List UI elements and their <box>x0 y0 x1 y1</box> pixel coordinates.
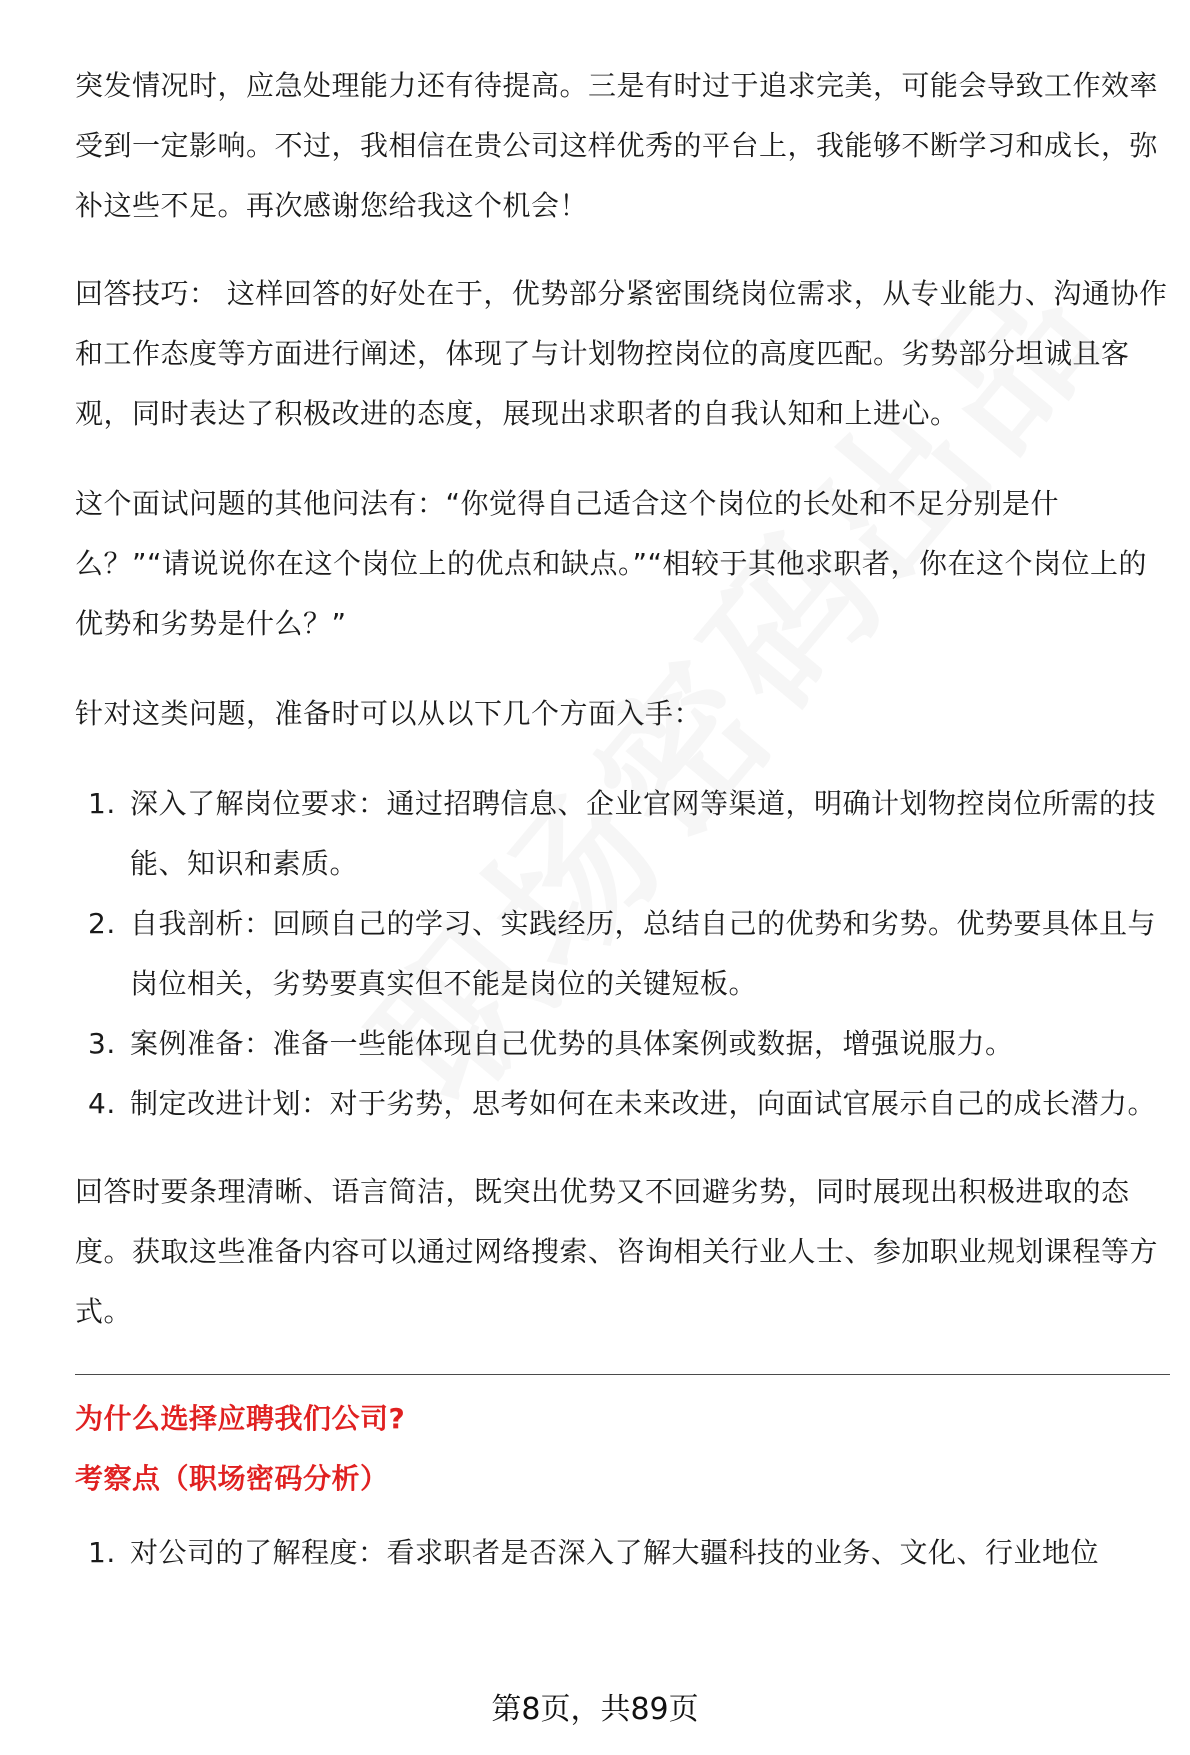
paragraph-answer-continued: 突发情况时，应急处理能力还有待提高。三是有时过于追求完美，可能会导致工作效率受到一定影响。不过，我相信在贵公司这样优秀的平台上，我能够不断学习和成长，弥补这些不足。再次感谢您给我这个机会！ <box>75 69 1159 222</box>
list-item-number: 1. <box>88 787 116 820</box>
analysis-points-list <box>75 1523 1170 1583</box>
paragraph-alternative-questions: 这个面试问题的其他问法有：“你觉得自己适合这个岗位的长处和不足分别是什么？”“请说说你在这个岗位上的优点和缺点。”“相较于其他求职者，你在这个岗位上的优势和劣势是什么？” <box>75 487 1148 640</box>
page-content <box>75 56 1170 1611</box>
list-item-text: 制定改进计划：对于劣势，思考如何在未来改进，向面试官展示自己的成长潜力。 <box>130 1087 1157 1120</box>
preparation-steps-list <box>75 774 1170 1134</box>
list-item-text: 自我剖析：回顾自己的学习、实践经历，总结自己的优势和劣势。优势要具体且与岗位相关，劣势要真实但不能是岗位的关键短板。 <box>130 907 1157 1000</box>
section-divider <box>75 1374 1170 1375</box>
list-item-number: 1. <box>88 1536 116 1569</box>
list-item <box>75 774 1170 894</box>
list-item <box>75 1014 1170 1074</box>
list-item-number: 4. <box>88 1087 116 1120</box>
analysis-subheading: 考察点（职场密码分析） <box>75 1462 389 1495</box>
list-item <box>75 1074 1170 1134</box>
list-item-text: 案例准备：准备一些能体现自己优势的具体案例或数据，增强说服力。 <box>130 1027 1014 1060</box>
list-item <box>75 894 1170 1014</box>
list-item-number: 3. <box>88 1027 116 1060</box>
list-item <box>75 1523 1170 1583</box>
paragraph-answer-tips: 回答技巧： 这样回答的好处在于，优势部分紧密围绕岗位需求，从专业能力、沟通协作和工作态度等方面进行阐述，体现了与计划物控岗位的高度匹配。劣势部分坦诚且客观，同时表达了积极改进的态度，展现出求职者的自我认知和上进心。 <box>75 277 1168 430</box>
page-number-footer: 第8页，共89页 <box>491 1692 699 1727</box>
list-item-text: 对公司的了解程度：看求职者是否深入了解大疆科技的业务、文化、行业地位 <box>130 1536 1100 1569</box>
list-item-text: 深入了解岗位要求：通过招聘信息、企业官网等渠道，明确计划物控岗位所需的技能、知识和素质。 <box>130 787 1157 880</box>
paragraph-answer-summary: 回答时要条理清晰、语言简洁，既突出优势又不回避劣势，同时展现出积极进取的态度。获取这些准备内容可以通过网络搜索、咨询相关行业人士、参加职业规划课程等方式。 <box>75 1175 1159 1328</box>
list-item-number: 2. <box>88 907 116 940</box>
paragraph-preparation-intro: 针对这类问题，准备时可以从以下几个方面入手： <box>75 697 703 730</box>
question-heading: 为什么选择应聘我们公司? <box>75 1402 406 1435</box>
